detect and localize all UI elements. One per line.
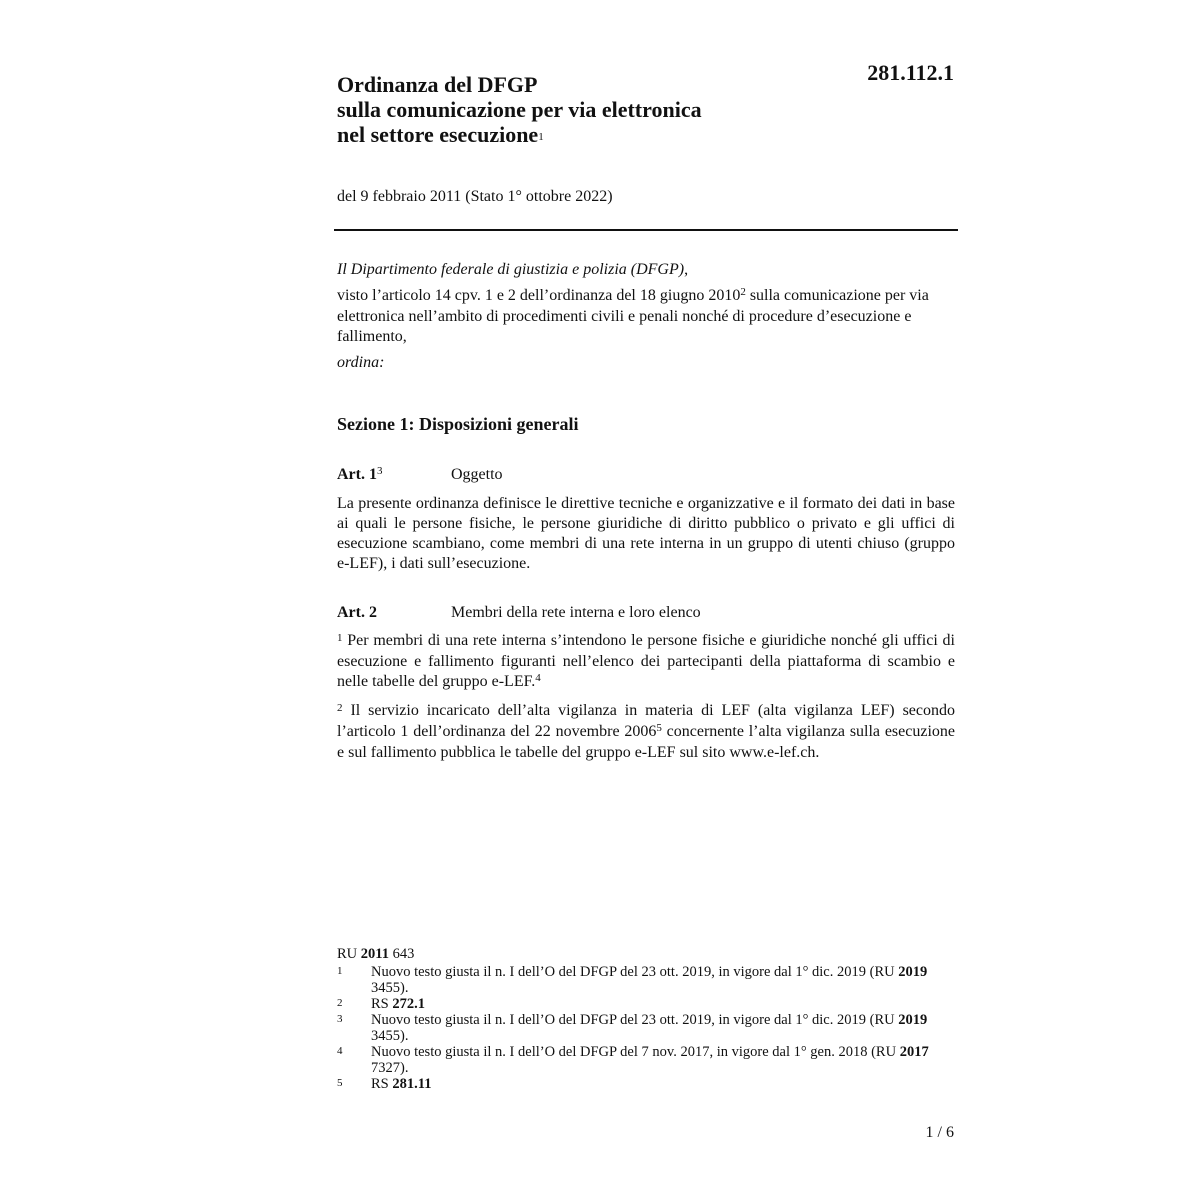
footnote-text-b: 7327). bbox=[371, 1060, 409, 1076]
article-1-paragraph: La presente ordinanza definisce le direttive tecniche e organizzative e il formato dei dati in base ai quali le persone fisiche, le persone giuridiche di diritto pubblico o privato e gli uffici di esecuzione scambiano, come membri di una rete interna in un gruppo di utenti chiuso (gruppo e-LEF), i dati sull’esecuzione. bbox=[337, 495, 955, 572]
title-line-2: sulla comunicazione per via elettronica bbox=[337, 97, 702, 122]
preamble-department bbox=[337, 260, 957, 280]
visto-text-2: sulla comunicazione per via elettronica nell’ambito di procedimenti civili e penali nonché di procedure d’esecuzione e fallimento, bbox=[337, 287, 929, 345]
date-status-line: del 9 febbraio 2011 (Stato 1° ottobre 2022) bbox=[337, 188, 613, 205]
paragraph-number: 2 bbox=[337, 702, 343, 714]
article-2-title: Membri della rete interna e loro elenco bbox=[451, 604, 701, 621]
department-name: Il Dipartimento federale di giustizia e polizia (DFGP) bbox=[337, 261, 685, 278]
article-2 bbox=[337, 603, 955, 771]
visto-text-1: visto l’articolo 14 cpv. 1 e 2 dell’ordinanza del 18 giugno 2010 bbox=[337, 287, 741, 304]
footnote-text-a: RS bbox=[371, 1076, 393, 1092]
article-1-header bbox=[337, 465, 955, 486]
footnote-number: 3 bbox=[337, 1013, 343, 1025]
footnote-text-a: Nuovo testo giusta il n. I dell’O del DFGP del 23 ott. 2019, in vigore dal 1° dic. 2019 (RU bbox=[371, 964, 899, 980]
footnote-text bbox=[371, 1012, 937, 1044]
article-2-paragraph-2 bbox=[337, 701, 955, 763]
footnote-ref[interactable]: 4 bbox=[535, 672, 541, 684]
title-line-3-text: nel settore esecuzione bbox=[337, 122, 539, 147]
footnote-ref[interactable]: 3 bbox=[376, 465, 383, 477]
footnote-number: 4 bbox=[337, 1045, 343, 1057]
footnote-bold: 2019 bbox=[898, 1012, 928, 1028]
paragraph-number: 1 bbox=[337, 632, 343, 644]
article-1-title: Oggetto bbox=[451, 466, 503, 483]
footnote-text bbox=[371, 1076, 937, 1092]
article-2-body bbox=[337, 631, 955, 763]
paragraph-2-text-1: Il servizio incaricato dell’alta vigilanza in materia di LEF (alta vigilanza LEF) secondo l’articolo 1 dell’ordinanza del 22 novembre 2006 bbox=[337, 702, 955, 740]
page-number: 1 / 6 bbox=[925, 1124, 954, 1141]
ru-page: 643 bbox=[388, 946, 415, 962]
footnote-ref[interactable]: 5 bbox=[656, 722, 662, 734]
official-compilation-ref bbox=[337, 946, 937, 962]
footnote-text-b: 3455). bbox=[371, 980, 409, 996]
footnotes bbox=[337, 946, 937, 1092]
preamble-visto bbox=[337, 286, 957, 347]
article-2-paragraph-1 bbox=[337, 631, 955, 693]
footnote-text-b: 3455). bbox=[371, 1028, 409, 1044]
footnote-item bbox=[337, 996, 937, 1012]
footnote-bold: 272.1 bbox=[392, 996, 425, 1012]
footnote-text-a: RS bbox=[371, 996, 393, 1012]
footnote-bold: 2017 bbox=[899, 1044, 929, 1060]
title-line-3 bbox=[337, 122, 702, 152]
article-2-header bbox=[337, 603, 955, 623]
footnote-text bbox=[371, 1044, 937, 1076]
paragraph-2-text-2: concernente l’alta vigilanza sulla esecuzione e sul fallimento pubblica le tabelle del gruppo e-LEF sul sito www.e-lef.ch. bbox=[337, 723, 956, 761]
footnote-ref[interactable]: 1 bbox=[538, 131, 544, 143]
article-2-number: Art. 2 bbox=[337, 604, 377, 621]
footnote-item bbox=[337, 1012, 937, 1044]
footnote-number: 1 bbox=[337, 965, 343, 977]
footnote-text bbox=[371, 996, 937, 1012]
article-1 bbox=[337, 465, 955, 582]
footnote-number: 5 bbox=[337, 1077, 343, 1089]
footnote-bold: 2019 bbox=[898, 964, 928, 980]
section-heading: Sezione 1: Disposizioni generali bbox=[337, 414, 579, 434]
footnote-item bbox=[337, 1044, 937, 1076]
preamble bbox=[337, 260, 957, 373]
document-title bbox=[337, 72, 702, 152]
footnote-number: 2 bbox=[337, 997, 343, 1009]
footnote-text-a: Nuovo testo giusta il n. I dell’O del DFGP del 7 nov. 2017, in vigore dal 1° gen. 2018 (RU bbox=[371, 1044, 900, 1060]
footnote-item bbox=[337, 964, 937, 996]
article-1-number-text: Art. 1 bbox=[337, 466, 377, 483]
ru-prefix: RU bbox=[337, 946, 361, 962]
article-1-number bbox=[337, 465, 451, 486]
footnote-bold: 281.11 bbox=[392, 1076, 432, 1092]
footnote-text-a: Nuovo testo giusta il n. I dell’O del DFGP del 23 ott. 2019, in vigore dal 1° dic. 2019 (RU bbox=[371, 1012, 899, 1028]
sr-number: 281.112.1 bbox=[867, 60, 954, 85]
title-line-1: Ordinanza del DFGP bbox=[337, 72, 538, 97]
department-suffix: , bbox=[684, 261, 689, 278]
article-1-body bbox=[337, 494, 955, 574]
footnote-item bbox=[337, 1076, 937, 1092]
footnote-text bbox=[371, 964, 937, 996]
header-divider bbox=[334, 229, 958, 231]
footnote-ref[interactable]: 2 bbox=[740, 286, 746, 298]
paragraph-1-text: Per membri di una rete interna s’intendono le persone fisiche e giuridiche nonché gli uffici di esecuzione e fallimento figuranti nell’elenco dei partecipanti della piattaforma di scambio e nelle tabelle del gruppo e-LEF. bbox=[337, 632, 955, 690]
ru-year: 2011 bbox=[360, 946, 389, 962]
preamble-ordina: ordina: bbox=[337, 354, 385, 371]
